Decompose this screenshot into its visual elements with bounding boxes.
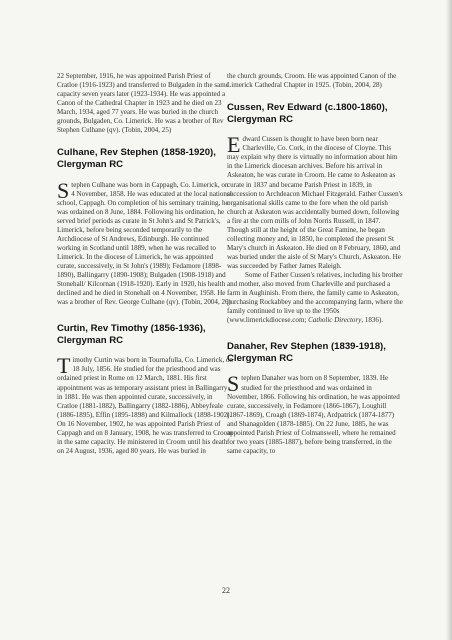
entry-body-curtin: Timothy Curtin was born in Tournafulla, Co. Limerick, on 18 July, 1856. He studied for the priesthood and was ordained priest in Rome on 12 March, 1881. His first appointment was as temporary assistant priest in Ballingarry in 1881. He was then appointed curate, successively, in Cratloe (1881-1882), Ballingarry (1882-1886), Abbeyfeale (1886-1895), Effin (1895-1898) and Kilmallock (1898-1902). On 16 November, 1902, he was appointed Parish Priest of Cappagh and on 8 January, 1908, he was transferred to Croom in the same capacity. He ministered in Croom until his death on 24 August, 1936, aged 80 years. He was buried in <box>57 353 233 455</box>
drop-cap: E <box>227 132 241 158</box>
continued-paragraph: 22 September, 1916, he was appointed Parish Priest of Cratloe (1916-1923) and transferred to Bulgaden in the same capacity seven years later (1923-1934). He was appointed a Canon of the Cathedral Chapter in 1923 and he died on 23 March, 1934, aged 77 years. He was buried in the church grounds, Bulgaden, Co. Limerick. He was a brother of Rev Stephen Culhane (qv). (Tobin, 2004, 25) <box>57 72 229 135</box>
drop-cap: S <box>227 371 240 397</box>
page-edge-shadow <box>446 0 452 640</box>
entry-heading-culhane: Culhane, Rev Stephen (1858-1920), Clergyman RC <box>57 147 216 170</box>
entry-heading-danaher: Danaher, Rev Stephen (1839-1918), Clergyman RC <box>227 341 386 364</box>
entry-body-cussen-para2: Some of Father Cussen's relatives, including his brother and mother, also moved from Charleville and purchased a farm in Aughinish. From there, the family came to Askeaton, purchasing Rockabbey and the accompanying farm, where the family continued to live up to the 1950s (www.limerickdiocese.com; Catholic Directory, 1836). <box>227 270 403 325</box>
right-column <box>227 72 403 456</box>
drop-cap: S <box>57 177 70 203</box>
entry-heading-curtin: Curtin, Rev Timothy (1856-1936), Clergyman RC <box>57 323 206 346</box>
entry-body-culhane: Stephen Culhane was born in Cappagh, Co. Limerick, on 4 November, 1858. He was educated at the local national school, Cappagh. On completion of his seminary training, he was ordained on 8 June, 1884. Following his ordination, he served brief periods as curate in St John's and St Patrick's, Limerick, before being seconded temporarily to the Archdiocese of St Andrews, Edinburgh. He continued working in Scotland until 1889, when he was recalled to Limerick. In the diocese of Limerick, he was appointed curate, successively, in St John's (1989); Fedamore (1898-1890), Ballingarry (1890-1908); Bulgaden (1908-1918) and Stonehall/ Kilcornan (1918-1920). Early in 1920, his health declined and he died in Stonehall on 4 November, 1958. He was a brother of Rev. George Culhane (qv). (Tobin, 2004, 26) <box>57 177 233 307</box>
entry-body-cussen: Edward Cussen is thought to have been born near Charleville, Co. Cork, in the diocese of Cloyne. This may explain why there is virtually no information about him in the Limerick diocesan archives. Before his arrival in Askeaton, he was curate in Croom. He came to Askeaton as curate in 1837 and became Parish Priest in 1839, in succession to Archdeacon Michael Fitzgerald. Father Cussen's organisational skills came to the fore when the old parish church at Askeaton was accidentally burned down, following a fire at the corn mills of John Norris Russell, in 1847. Though still at the height of the Great Famine, he began collecting money and, in 1850, he completed the present St Mary's church in Askeaton. He died on 8 February, 1860, and was buried under the aisle of St Mary's Church, Askeaton. He was succeeded by Father James Raleigh. <box>227 132 403 270</box>
page-number: 22 <box>222 586 230 595</box>
left-column <box>57 72 233 456</box>
entry-heading-cussen: Cussen, Rev Edward (c.1800-1860), Clergyman RC <box>227 102 388 125</box>
entry-body-danaher: Stephen Danaher was born on 8 September, 1839. He studied for the priesthood and was ordained in November, 1866. Following his ordination, he was appointed curate, successively, in Fedamore (1866-1867), Loughill (1867-1869), Croagh (1869-1874), Ardpatrick (1874-1877) and Shanagolden (1878-1885). On 22 June, 1885, he was appointed Parish Priest of Colmanswell, where he remained for two years (1885-1887), before being transferred, in the same capacity, to <box>227 371 400 455</box>
continued-paragraph: the church grounds, Croom. He was appointed Canon of the Limerick Cathedral Chapter in 1925. (Tobin, 2004, 28) <box>227 72 397 90</box>
drop-cap: T <box>57 353 71 379</box>
